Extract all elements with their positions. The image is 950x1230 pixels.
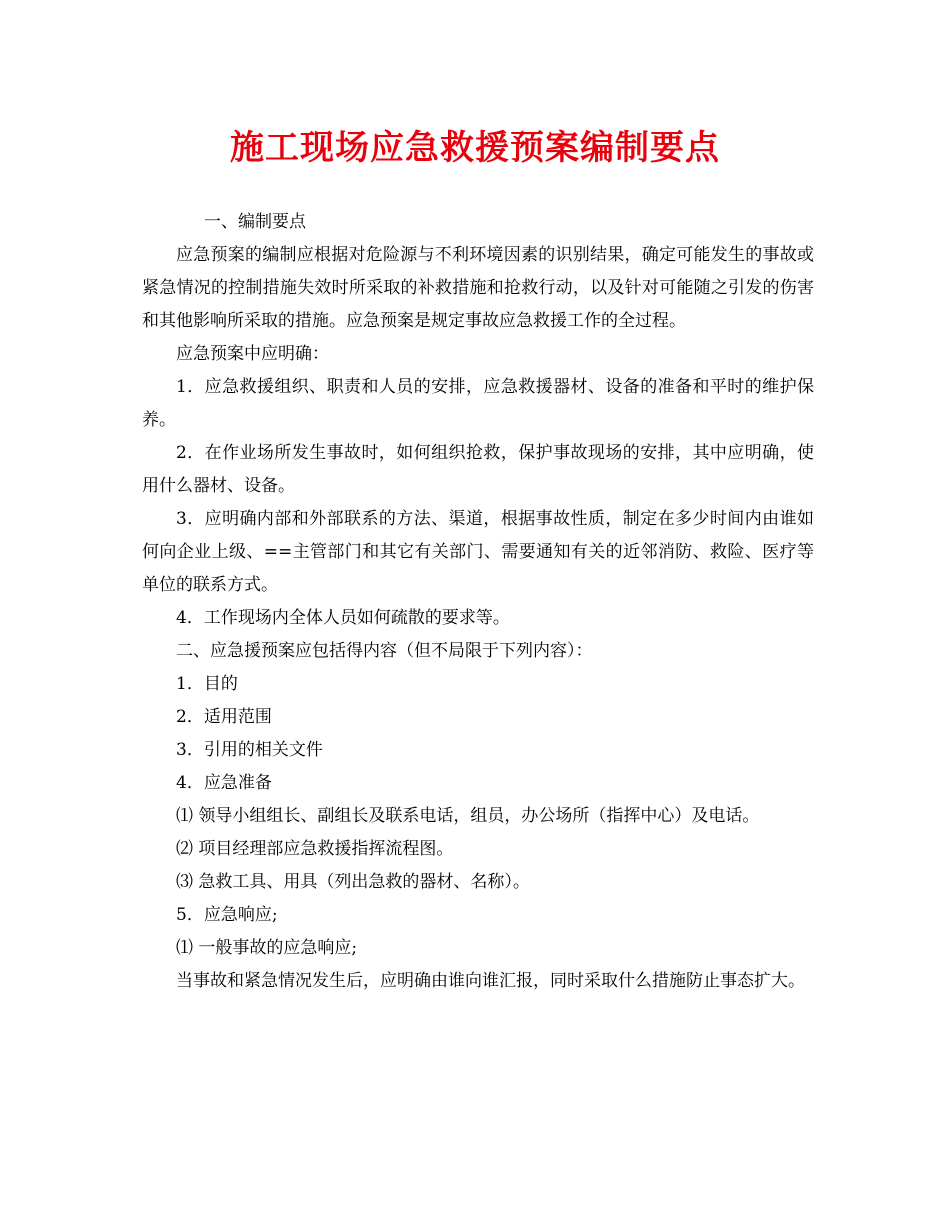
content-item-purpose: 1．目的 bbox=[176, 674, 238, 694]
paragraph-response-detail: 当事故和紧急情况发生后，应明确由谁向谁汇报，同时采取什么措施防止事态扩大。 bbox=[176, 971, 805, 991]
section-heading-2: 二、应急援预案应包括得内容（但不局限于下列内容）： bbox=[176, 641, 593, 661]
list-item-2: 2．在作业场所发生事故时，如何组织抢救，保护事故现场的安排，其中应明确，使用什么器材、设备。 bbox=[142, 443, 814, 496]
sub-item-1: ⑴ 领导小组组长、副组长及联系电话，组员，办公场所（指挥中心）及电话。 bbox=[176, 806, 760, 826]
content-item-response: 5．应急响应; bbox=[176, 905, 278, 925]
sub-item-2: ⑵ 项目经理部应急救援指挥流程图。 bbox=[176, 839, 454, 859]
paragraph-should-specify: 应急预案中应明确： bbox=[176, 344, 329, 364]
list-item-4: 4．工作现场内全体人员如何疏散的要求等。 bbox=[176, 608, 510, 628]
content-item-references: 3．引用的相关文件 bbox=[176, 740, 323, 760]
content-item-scope: 2．适用范围 bbox=[176, 707, 272, 727]
list-item-1: 1．应急救援组织、职责和人员的安排，应急救援器材、设备的准备和平时的维护保养。 bbox=[142, 377, 814, 430]
paragraph-intro: 应急预案的编制应根据对危险源与不利环境因素的识别结果，确定可能发生的事故或紧急情况的控制措施失效时所采取的补救措施和抢救行动，以及针对可能随之引发的伤害和其他影响所采取的措施。应急预案是规定事故应急救援工作的全过程。 bbox=[142, 245, 814, 331]
section-heading-1: 一、编制要点 bbox=[204, 212, 306, 232]
document-title: 施工现场应急救援预案编制要点 bbox=[230, 128, 720, 168]
sub-item-3: ⑶ 急救工具、用具（列出急救的器材、名称）。 bbox=[176, 872, 530, 892]
sub-item-general-response: ⑴ 一般事故的应急响应; bbox=[176, 938, 358, 958]
content-item-preparation: 4．应急准备 bbox=[176, 773, 272, 793]
document-body bbox=[142, 206, 814, 998]
list-item-3: 3．应明确内部和外部联系的方法、渠道，根据事故性质，制定在多少时间内由谁如何向企业上级、==主管部门和其它有关部门、需要通知有关的近邻消防、救险、医疗等单位的联系方式。 bbox=[142, 509, 814, 595]
